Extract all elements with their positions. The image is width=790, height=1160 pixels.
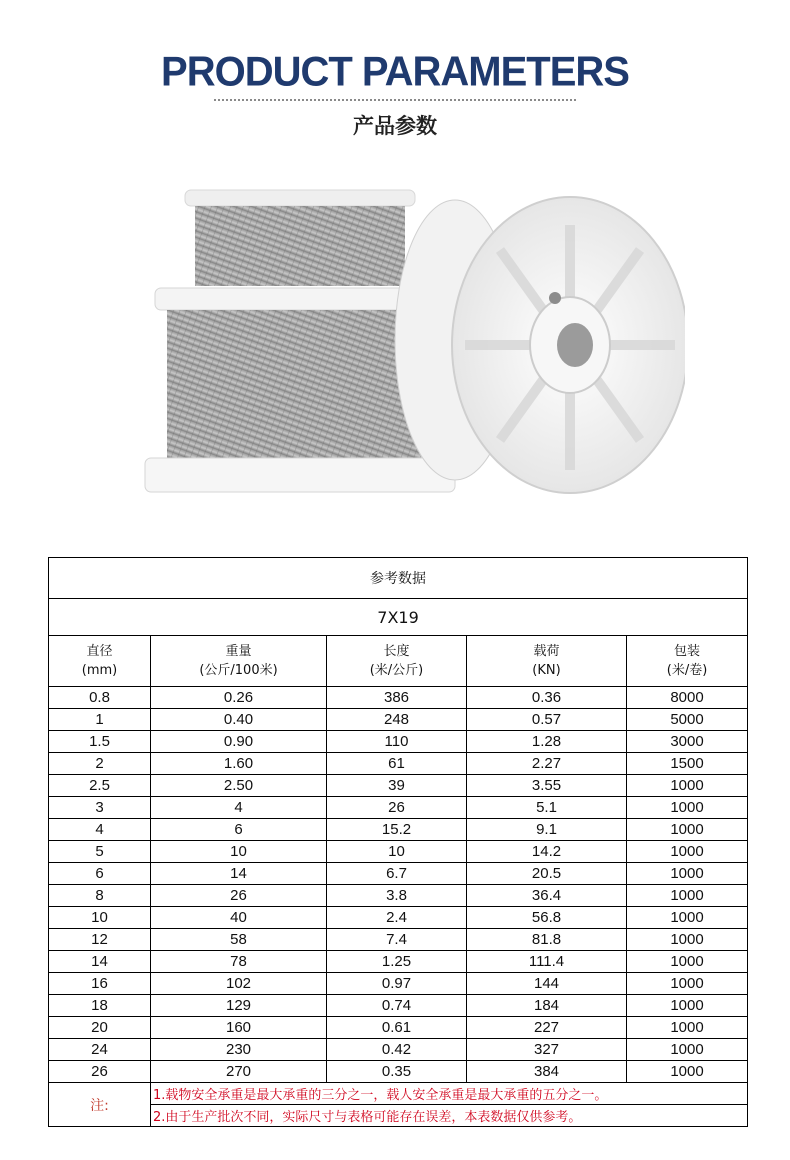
wire-rope-spools-image (125, 180, 685, 510)
note-label: 注: (49, 1083, 151, 1127)
cell-diameter: 1 (49, 709, 151, 731)
note-line-2: 2.由于生产批次不同，实际尺寸与表格可能存在误差，本表数据仅供参考。 (151, 1105, 748, 1127)
cell-weight: 0.40 (151, 709, 327, 731)
cell-diameter: 1.5 (49, 731, 151, 753)
table-row (49, 1039, 748, 1061)
table-row (49, 775, 748, 797)
cell-weight: 1.60 (151, 753, 327, 775)
cell-packaging: 1000 (627, 775, 748, 797)
cell-diameter: 14 (49, 951, 151, 973)
cell-diameter: 8 (49, 885, 151, 907)
table-row (49, 841, 748, 863)
cell-load: 0.36 (467, 687, 627, 709)
cell-packaging: 1000 (627, 951, 748, 973)
table-row (49, 1017, 748, 1039)
cell-length: 61 (327, 753, 467, 775)
cell-packaging: 1000 (627, 1017, 748, 1039)
cell-diameter: 24 (49, 1039, 151, 1061)
cell-load: 227 (467, 1017, 627, 1039)
table-row (49, 995, 748, 1017)
cell-length: 10 (327, 841, 467, 863)
header-load: 载荷 (KN) (467, 636, 627, 687)
cell-length: 39 (327, 775, 467, 797)
cell-packaging: 1000 (627, 907, 748, 929)
cell-load: 0.57 (467, 709, 627, 731)
table-row (49, 687, 748, 709)
cell-load: 5.1 (467, 797, 627, 819)
cell-length: 248 (327, 709, 467, 731)
cell-weight: 10 (151, 841, 327, 863)
cell-length: 0.74 (327, 995, 467, 1017)
cell-packaging: 8000 (627, 687, 748, 709)
cell-length: 6.7 (327, 863, 467, 885)
cell-weight: 6 (151, 819, 327, 841)
cell-packaging: 1000 (627, 885, 748, 907)
cell-diameter: 4 (49, 819, 151, 841)
table-row (49, 907, 748, 929)
cell-load: 81.8 (467, 929, 627, 951)
cell-packaging: 1000 (627, 929, 748, 951)
cell-diameter: 10 (49, 907, 151, 929)
cell-weight: 14 (151, 863, 327, 885)
cell-weight: 0.90 (151, 731, 327, 753)
cell-load: 2.27 (467, 753, 627, 775)
cell-load: 1.28 (467, 731, 627, 753)
cell-weight: 230 (151, 1039, 327, 1061)
title-divider (214, 99, 576, 101)
cell-packaging: 1000 (627, 797, 748, 819)
cell-length: 15.2 (327, 819, 467, 841)
cell-length: 0.35 (327, 1061, 467, 1083)
cell-weight: 102 (151, 973, 327, 995)
cell-diameter: 3 (49, 797, 151, 819)
header-diameter: 直径 (mm) (49, 636, 151, 687)
cell-length: 3.8 (327, 885, 467, 907)
cell-weight: 0.26 (151, 687, 327, 709)
cell-diameter: 20 (49, 1017, 151, 1039)
cell-packaging: 1000 (627, 819, 748, 841)
cell-packaging: 5000 (627, 709, 748, 731)
table-caption: 参考数据 (49, 558, 748, 599)
cell-length: 7.4 (327, 929, 467, 951)
cell-weight: 78 (151, 951, 327, 973)
cell-packaging: 3000 (627, 731, 748, 753)
cell-load: 20.5 (467, 863, 627, 885)
table-row (49, 863, 748, 885)
cell-packaging: 1000 (627, 1061, 748, 1083)
cell-weight: 2.50 (151, 775, 327, 797)
cell-packaging: 1500 (627, 753, 748, 775)
cell-diameter: 18 (49, 995, 151, 1017)
cell-load: 9.1 (467, 819, 627, 841)
table-row (49, 819, 748, 841)
table-row (49, 885, 748, 907)
cell-length: 2.4 (327, 907, 467, 929)
cell-diameter: 6 (49, 863, 151, 885)
cell-packaging: 1000 (627, 995, 748, 1017)
table-row (49, 1061, 748, 1083)
cell-diameter: 2.5 (49, 775, 151, 797)
model-name: 7X19 (49, 599, 748, 636)
cell-diameter: 2 (49, 753, 151, 775)
cell-weight: 270 (151, 1061, 327, 1083)
cell-length: 0.61 (327, 1017, 467, 1039)
cell-length: 110 (327, 731, 467, 753)
header-length: 长度 (米/公斤) (327, 636, 467, 687)
cell-length: 1.25 (327, 951, 467, 973)
cell-weight: 40 (151, 907, 327, 929)
cell-diameter: 26 (49, 1061, 151, 1083)
note-line-1: 1.载物安全承重是最大承重的三分之一，载人安全承重是最大承重的五分之一。 (151, 1083, 748, 1105)
cell-diameter: 5 (49, 841, 151, 863)
cell-weight: 129 (151, 995, 327, 1017)
cell-length: 0.97 (327, 973, 467, 995)
table-row (49, 709, 748, 731)
table-row (49, 753, 748, 775)
cell-load: 327 (467, 1039, 627, 1061)
cell-load: 14.2 (467, 841, 627, 863)
table-row (49, 797, 748, 819)
cell-load: 384 (467, 1061, 627, 1083)
table-row (49, 951, 748, 973)
cell-length: 0.42 (327, 1039, 467, 1061)
cell-packaging: 1000 (627, 973, 748, 995)
cell-diameter: 16 (49, 973, 151, 995)
cell-packaging: 1000 (627, 863, 748, 885)
cell-diameter: 0.8 (49, 687, 151, 709)
table-row (49, 731, 748, 753)
cell-weight: 160 (151, 1017, 327, 1039)
header-weight: 重量 (公斤/100米) (151, 636, 327, 687)
cell-packaging: 1000 (627, 1039, 748, 1061)
page-subtitle: 产品参数 (353, 114, 437, 138)
cell-weight: 58 (151, 929, 327, 951)
cell-weight: 26 (151, 885, 327, 907)
cell-load: 184 (467, 995, 627, 1017)
cell-diameter: 12 (49, 929, 151, 951)
cell-length: 26 (327, 797, 467, 819)
cell-load: 111.4 (467, 951, 627, 973)
cell-weight: 4 (151, 797, 327, 819)
cell-load: 144 (467, 973, 627, 995)
table-row (49, 973, 748, 995)
cell-load: 36.4 (467, 885, 627, 907)
cell-load: 3.55 (467, 775, 627, 797)
cell-load: 56.8 (467, 907, 627, 929)
header-packaging: 包装 (米/卷) (627, 636, 748, 687)
table-row (49, 929, 748, 951)
cell-packaging: 1000 (627, 841, 748, 863)
page-title: PRODUCT PARAMETERS (161, 48, 629, 96)
parameters-table (48, 557, 748, 1127)
cell-length: 386 (327, 687, 467, 709)
